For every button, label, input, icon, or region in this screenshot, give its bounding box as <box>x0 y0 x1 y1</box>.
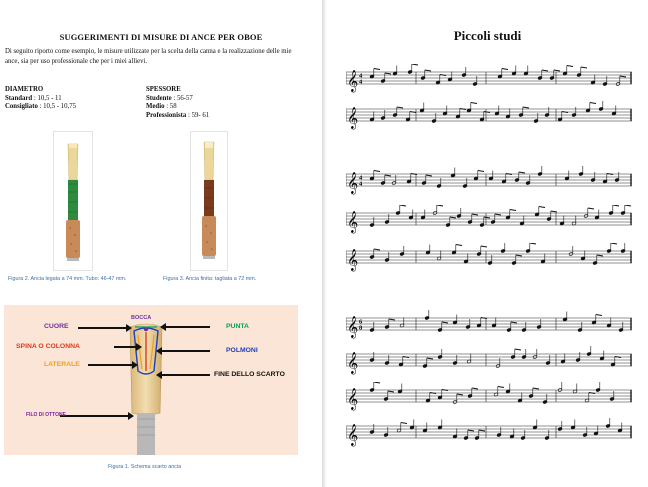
note-beam <box>539 207 545 208</box>
reed-scrape-diagram <box>4 305 298 455</box>
tied-reed-icon <box>54 132 92 270</box>
note-beam <box>374 249 380 250</box>
note-beam <box>516 255 522 256</box>
time-signature: 6 <box>359 318 363 326</box>
spessore-section <box>146 86 209 120</box>
staff-3-3 <box>346 388 632 410</box>
note-beam <box>567 66 573 67</box>
staff-3-1 <box>346 316 632 338</box>
note-beam <box>412 64 418 65</box>
note-beam <box>430 393 436 394</box>
note-beam <box>620 76 626 77</box>
note-beam <box>625 205 631 206</box>
note-beam <box>457 394 463 395</box>
standard-label: Standard <box>5 94 33 102</box>
note-beam <box>511 322 517 323</box>
spessore-heading: SPESSORE <box>146 86 181 93</box>
medio-value: : 58 <box>166 103 177 111</box>
note-beam <box>471 103 477 104</box>
note-beam <box>440 75 446 76</box>
note-beam <box>481 318 487 319</box>
note-beam <box>484 217 490 218</box>
treble-clef-icon: 𝄞 <box>347 107 359 129</box>
note-beam <box>468 430 474 431</box>
note-beam <box>506 174 512 175</box>
figure-2-caption: Figura 2. Ancia legata a 74 mm. Tubo: 46-47 mm. <box>8 276 127 282</box>
note-beam <box>542 70 548 71</box>
note-beam <box>472 388 478 389</box>
intro-paragraph: Di seguito riporto come esempio, le misure utilizzate per la scelta della canna e la realizzazione delle mie ance, sia per uso professionale che per i miei allievi. <box>5 48 292 65</box>
figure-3-image <box>190 131 228 271</box>
staff-3-2 <box>346 352 632 374</box>
music-staff-drawing <box>346 101 632 131</box>
time-signature: 4 <box>359 180 363 188</box>
note-beam <box>551 211 557 212</box>
diametro-section <box>5 86 76 112</box>
note-beam <box>388 391 394 392</box>
music-staff-drawing <box>346 346 632 376</box>
note-beam <box>401 423 407 424</box>
consigliato-value: : 10,5 - 10,75 <box>39 103 76 111</box>
consigliato-label: Consigliato <box>5 103 38 111</box>
label-punta: PUNTA <box>226 323 249 330</box>
note-beam <box>597 255 603 256</box>
note-beam <box>581 67 587 68</box>
note-beam <box>590 103 596 104</box>
time-signature: 4 <box>359 174 363 182</box>
note-beam <box>374 382 380 383</box>
label-polmoni: POLMONI <box>226 347 258 354</box>
note-beam <box>410 112 416 113</box>
staff-3-4 <box>346 424 632 446</box>
note-beam <box>400 205 406 206</box>
staff-1-1 <box>346 70 632 92</box>
note-beam <box>460 109 466 110</box>
studente-value: : 56-57 <box>173 94 193 102</box>
treble-clef-icon: 𝄞 <box>347 249 359 271</box>
label-spina: SPINA O COLONNA <box>16 343 80 350</box>
page-title: SUGGERIMENTI DI MISURE DI ANCE PER OBOE <box>59 32 263 42</box>
note-beam <box>403 357 409 358</box>
note-beam <box>502 69 508 70</box>
note-beam <box>484 112 490 113</box>
time-signature: 4 <box>359 78 363 86</box>
note-beam <box>481 246 487 247</box>
note-beam <box>519 172 525 173</box>
music-staff-drawing <box>346 418 632 448</box>
note-beam <box>479 430 485 431</box>
music-staff-drawing <box>346 205 632 235</box>
label-fine-scarto: FINE DELLO SCARTO <box>214 371 285 378</box>
note-beam <box>515 349 521 350</box>
treble-clef-icon: 𝄞 <box>347 211 359 233</box>
finished-reed-icon <box>191 132 227 270</box>
note-beam <box>478 171 484 172</box>
note-beam <box>426 175 432 176</box>
note-beam <box>613 205 619 206</box>
time-signature: 8 <box>359 324 363 332</box>
note-beam <box>437 205 443 206</box>
treble-clef-icon: 𝄞 <box>347 388 359 410</box>
note-beam <box>397 107 403 108</box>
note-beam <box>589 393 595 394</box>
staff-2-1 <box>346 172 632 194</box>
note-beam <box>523 107 529 108</box>
note-beam <box>374 171 380 172</box>
music-staff-drawing <box>346 382 632 412</box>
treble-clef-icon: 𝄞 <box>347 70 359 92</box>
treble-clef-icon: 𝄞 <box>347 172 359 194</box>
label-laterale: LATERALE <box>44 361 80 368</box>
note-beam <box>510 210 516 211</box>
music-staff-drawing <box>346 166 632 196</box>
label-cuore: CUORE <box>44 323 69 330</box>
note-beam <box>554 70 560 71</box>
time-signature: 4 <box>359 72 363 80</box>
treble-clef-icon: 𝄞 <box>347 352 359 374</box>
note-beam <box>615 357 621 358</box>
note-beam <box>450 217 456 218</box>
figure-1-caption: Figura 1. Schema scarto ancia <box>108 464 182 470</box>
music-staff-drawing <box>346 310 632 340</box>
figure-2-image <box>53 131 93 271</box>
note-beam <box>611 243 617 244</box>
treble-clef-icon: 𝄞 <box>347 316 359 338</box>
figure-3-caption: Figura 3. Ancia finita: tagliata a 72 mm. <box>163 276 257 282</box>
staff-1-2 <box>346 107 632 129</box>
note-beam <box>498 387 504 388</box>
note-beam <box>374 69 380 70</box>
staff-2-2 <box>346 211 632 233</box>
note-beam <box>442 390 448 391</box>
medio-label: Medio <box>146 103 165 111</box>
professionista-value: : 59- 61 <box>187 111 210 119</box>
note-beam <box>596 315 602 316</box>
note-beam <box>562 112 568 113</box>
note-beam <box>495 214 501 215</box>
note-beam <box>530 243 536 244</box>
studente-label: Studente <box>146 94 172 102</box>
note-beam <box>411 174 417 175</box>
label-bocca: BOCCA <box>131 315 152 321</box>
note-beam <box>385 73 391 74</box>
note-beam <box>588 208 594 209</box>
note-beam <box>472 214 478 215</box>
music-staff-drawing <box>346 64 632 94</box>
label-filo: FILO DI OTTONE <box>26 412 66 418</box>
note-beam <box>389 319 395 320</box>
standard-value: : 10,5 - 11 <box>33 94 62 102</box>
staff-2-3 <box>346 249 632 271</box>
note-beam <box>456 245 462 246</box>
diametro-heading: DIAMETRO <box>5 86 44 93</box>
professionista-label: Professionista <box>146 111 187 119</box>
treble-clef-icon: 𝄞 <box>347 424 359 446</box>
note-beam <box>442 322 448 323</box>
note-beam <box>607 174 613 175</box>
note-beam <box>533 388 539 389</box>
note-beam <box>425 70 431 71</box>
music-staff-drawing <box>346 243 632 273</box>
note-beam <box>427 358 433 359</box>
piece-title: Piccoli studi <box>453 28 522 43</box>
note-beam <box>385 175 391 176</box>
